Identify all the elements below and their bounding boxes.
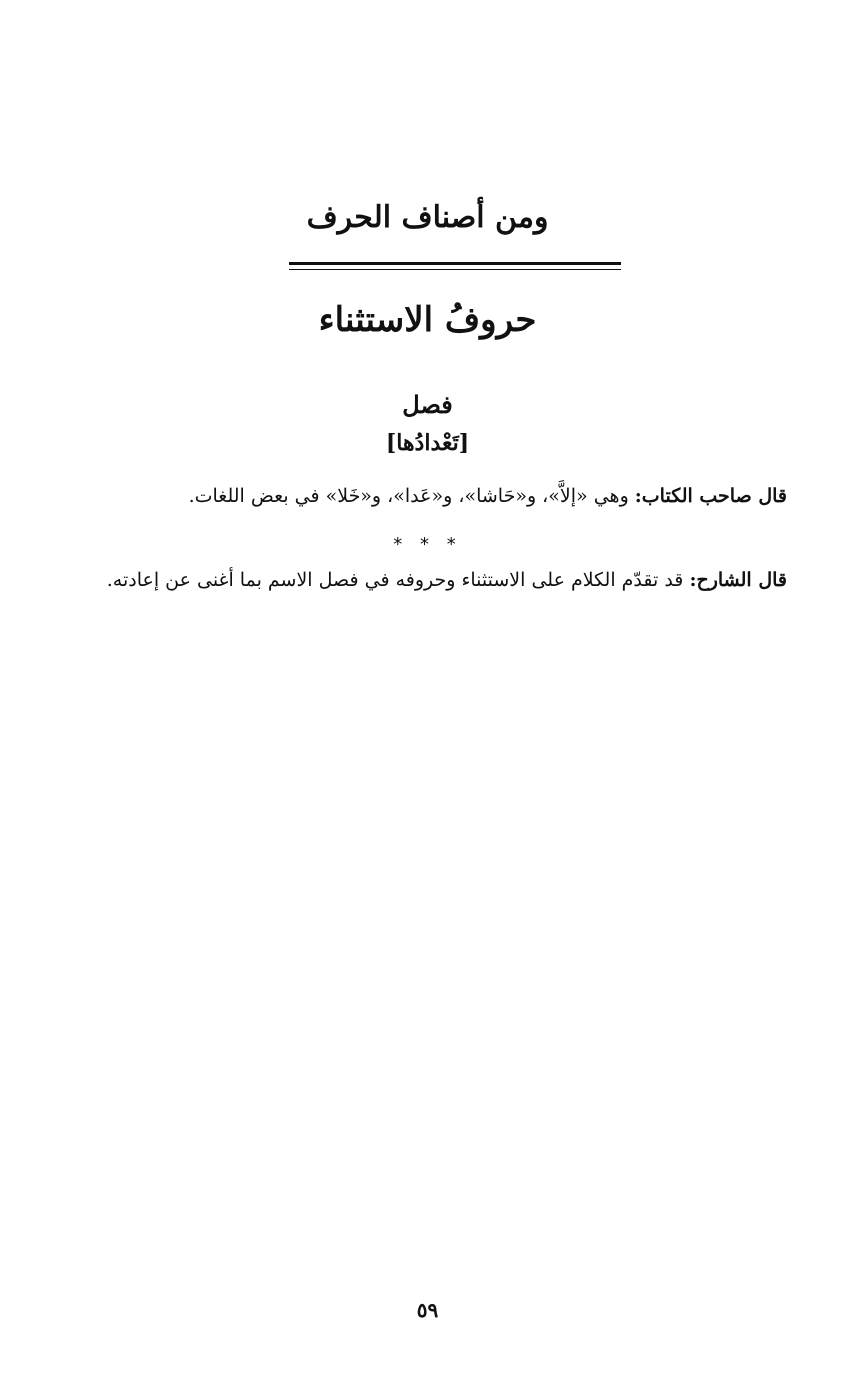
sharh-paragraph	[70, 562, 787, 598]
page-number: ٥٩	[416, 1298, 439, 1322]
chapter-title: حروفُ الاستثناء	[318, 300, 537, 340]
matn-paragraph	[70, 478, 787, 514]
chapter-label: فصل	[402, 390, 453, 419]
matn-text: وهي «إلاَّ»، و«حَاشا»، و«عَدا»، و«خَلا» في بعض اللغات.	[188, 485, 635, 507]
sharh-speaker: قال الشارح:	[689, 569, 787, 591]
chapter-subtitle: [تَعْدادُها]	[385, 430, 470, 456]
heading-double-rule	[289, 262, 621, 270]
matn-speaker: قال صاحب الكتاب:	[634, 485, 787, 507]
sharh-text: قد تقدّم الكلام على الاستثناء وحروفه في فصل الاسم بما أغنى عن إعادته.	[106, 569, 690, 591]
asterisk-separator: * * *	[393, 534, 462, 555]
section-heading: ومن أصناف الحرف	[306, 200, 549, 235]
